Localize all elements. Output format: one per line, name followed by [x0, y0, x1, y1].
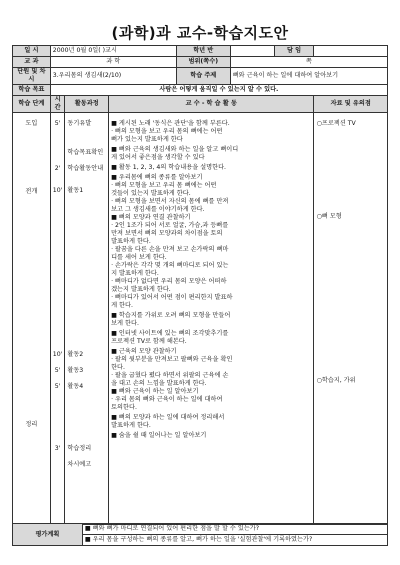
subject-value: 과 학 [50, 57, 176, 68]
activity-line: · 팔을 굽혔다 폈다 하면서 위팔의 근육에 손 [111, 372, 229, 379]
activity-line: · 뼈마디가 있어서 어떤 점이 편리한지 발표하 [111, 294, 233, 301]
activity-line: · 팔의 윗부분을 만져보고 팔뼈와 근육을 확인 [111, 356, 233, 363]
materials-2: ○뼈 모형 [316, 213, 342, 220]
date-label: 일 시 [13, 46, 51, 57]
activity-line: ■ 뼈와 근육의 생김새와 하는 일을 알고 뼈이디 [111, 146, 239, 153]
activity-line: 디를 세어 보게 한다. [111, 254, 167, 261]
activity-line: 게 한다. [111, 302, 133, 309]
unit-value: 3.우리몸의 생김새(2/10) [50, 68, 176, 85]
activity-column [109, 113, 314, 525]
activity-line: · 손가락은 각각 몇 개의 뼈마디로 되어 있는 [111, 262, 229, 269]
activity-block [111, 174, 311, 310]
col-process: 활동과정 [65, 96, 109, 113]
activity-line: 한다. [111, 364, 125, 371]
topic-value: 뼈와 근육이 하는 일에 대하여 알아보기 [230, 68, 387, 85]
activity-block [111, 312, 311, 328]
time-6: 5' [54, 383, 61, 390]
process-1: 동기유발 [67, 120, 92, 127]
activity-line: ■ 활동 1, 2, 3, 4의 학습내용을 설명한다. [111, 164, 227, 171]
unit-label: 단원 및 차시 [13, 68, 51, 85]
process-6: 활동3 [67, 367, 84, 374]
activity-line: ■ 뼈의 모양과 연결 관찰하기 [111, 214, 191, 221]
scope-label: 범위(쪽수) [176, 57, 230, 68]
topic-label: 학습 주제 [176, 68, 230, 85]
process-2: 학습목표확인 [67, 149, 104, 156]
grade-label: 학년 반 [176, 46, 230, 57]
process-9: 차시예고 [67, 461, 92, 468]
stage-develop: 전개 [25, 188, 38, 195]
activity-line: 발표하게 한다. [111, 422, 151, 429]
activity-line: · 뼈의 모형을 보면서 자신의 몸에 뼈를 만져 [111, 198, 229, 205]
activity-line: · 팔꿈을 다른 손을 만져 보고 손가락의 뼈마 [111, 246, 229, 253]
activity-line: 만져 보면서 뼈의 모양과의 차이점을 토의 [111, 230, 223, 237]
stage-intro: 도입 [25, 120, 38, 127]
process-5: 활동2 [67, 351, 84, 358]
activity-line: ■ 인터넷 사이트에 있는 뼈의 조각맞추기를 [111, 330, 229, 337]
subject-label: 교 과 [13, 57, 51, 68]
activity-block [111, 146, 311, 162]
time-7: 3' [54, 445, 61, 452]
activity-block [111, 120, 311, 144]
activity-line: ■ 뼈와 근육이 하는 일 알아보기 [111, 388, 199, 395]
activity-line: 보게 한다. [111, 320, 139, 327]
materials-column [314, 113, 388, 525]
date-value: 2000년 0월 0일( )교시 [50, 46, 176, 57]
activity-block [111, 348, 311, 412]
activity-line: · 뼈의 모형을 보고 우리 몸의 뼈에는 어떤 [111, 128, 223, 135]
activity-line: · 뼈의 모형을 보고 우리 몸 뼈에는 어떤 [111, 182, 217, 189]
process-7: 활동4 [67, 383, 84, 390]
process-column [65, 113, 109, 525]
activity-line: ■ 근육의 모양 관찰하기 [111, 348, 177, 355]
process-3: 학습활동안내 [67, 165, 104, 172]
evaluation-item-1: ■ 뼈와 뼈가 마디로 연결되어 있어 편리한 점을 말 할 수 있는가? [82, 524, 387, 535]
process-8: 학습정리 [67, 445, 92, 452]
lesson-plan-table [12, 45, 388, 525]
activity-block [111, 164, 311, 172]
col-time: 시간 [50, 96, 65, 113]
time-5: 5' [54, 367, 61, 374]
evaluation-table [12, 523, 388, 546]
activity-line: · 2인 1조가 되어 서로 얼굴, 가슴,과 등뼈를 [111, 222, 229, 229]
activity-line: ■ 뼈의 모양과 하는 일에 대하여 정리해서 [111, 414, 225, 421]
time-2: 2' [54, 165, 61, 172]
activity-block [111, 432, 311, 440]
activity-line: 뼈가 있는지 발표하게 한다 [111, 136, 183, 143]
activity-line: · 뼈마디가 없다면 우리 몸의 모양은 어떠하 [111, 278, 227, 285]
activity-block [111, 330, 311, 346]
evaluation-label: 평가계획 [13, 524, 83, 546]
stage-wrapup: 정리 [25, 421, 38, 428]
time-1: 5' [54, 120, 61, 127]
activity-line: 지 발표하게 한다. [111, 270, 159, 277]
activity-line: 것들이 있는지 발표하게 한다. [111, 190, 191, 197]
activity-line: ■ 우리몸에 뼈의 종류를 알아보기 [111, 174, 203, 181]
activity-line: 게 있어서 좋은점을 생각할 수 있다 [111, 154, 205, 161]
materials-1: ○프로젝션 TV [316, 120, 356, 127]
activity-line: 겠는지 발표하게 한다. [111, 286, 171, 293]
materials-3: ○학습지, 가위 [316, 377, 356, 384]
process-4: 활동1 [67, 187, 84, 194]
activity-line: 발표하게 한다. [111, 238, 151, 245]
time-4: 10' [52, 351, 63, 358]
activity-line: · 우리 몸의 뼈와 근육이 하는 일에 대하여 [111, 396, 223, 403]
goal-value: 사람은 어떻게 움직일 수 있는지 알 수 있다. [50, 85, 387, 96]
activity-line: ■ 숨을 쉴 때 일어나는 일 알아보기 [111, 432, 207, 439]
col-stage: 학습 단계 [13, 96, 51, 113]
grade-value [230, 46, 274, 57]
time-3: 10' [52, 187, 63, 194]
teacher-label: 담 임 [274, 46, 314, 57]
activity-line: 보고 그 생김새를 이야기하게 한다. [111, 206, 205, 213]
activity-line: 프로젝션 TV로 함께 해본다. [111, 338, 187, 345]
activity-line: ■ 게시된 노래 '동식은 관단'을 함께 부른다. [111, 120, 230, 127]
col-activity: 교 수 - 학 습 활 동 [109, 96, 314, 113]
teacher-value [314, 46, 388, 57]
activity-line: ■ 학습지를 가위로 오려 뼈의 모형을 만들어 [111, 312, 231, 319]
stage-column [13, 113, 51, 525]
scope-value: 쪽 [230, 57, 387, 68]
col-materials: 자료 및 유의점 [314, 96, 388, 113]
evaluation-item-2: ■ 우리 몸을 구성하는 뼈의 종류를 알고, 뼈가 하는 일을 '실험관찰'에 기록하였는가? [82, 535, 387, 546]
page-title: (과학)과 교수-학습지도안 [111, 24, 289, 42]
activity-block [111, 414, 311, 430]
activity-line: 토의한다. [111, 404, 137, 411]
goal-label: 학습 목표 [13, 85, 51, 96]
activity-line: 을 대고 손의 느낌을 발표하게 한다. [111, 380, 207, 387]
time-column [50, 113, 65, 525]
